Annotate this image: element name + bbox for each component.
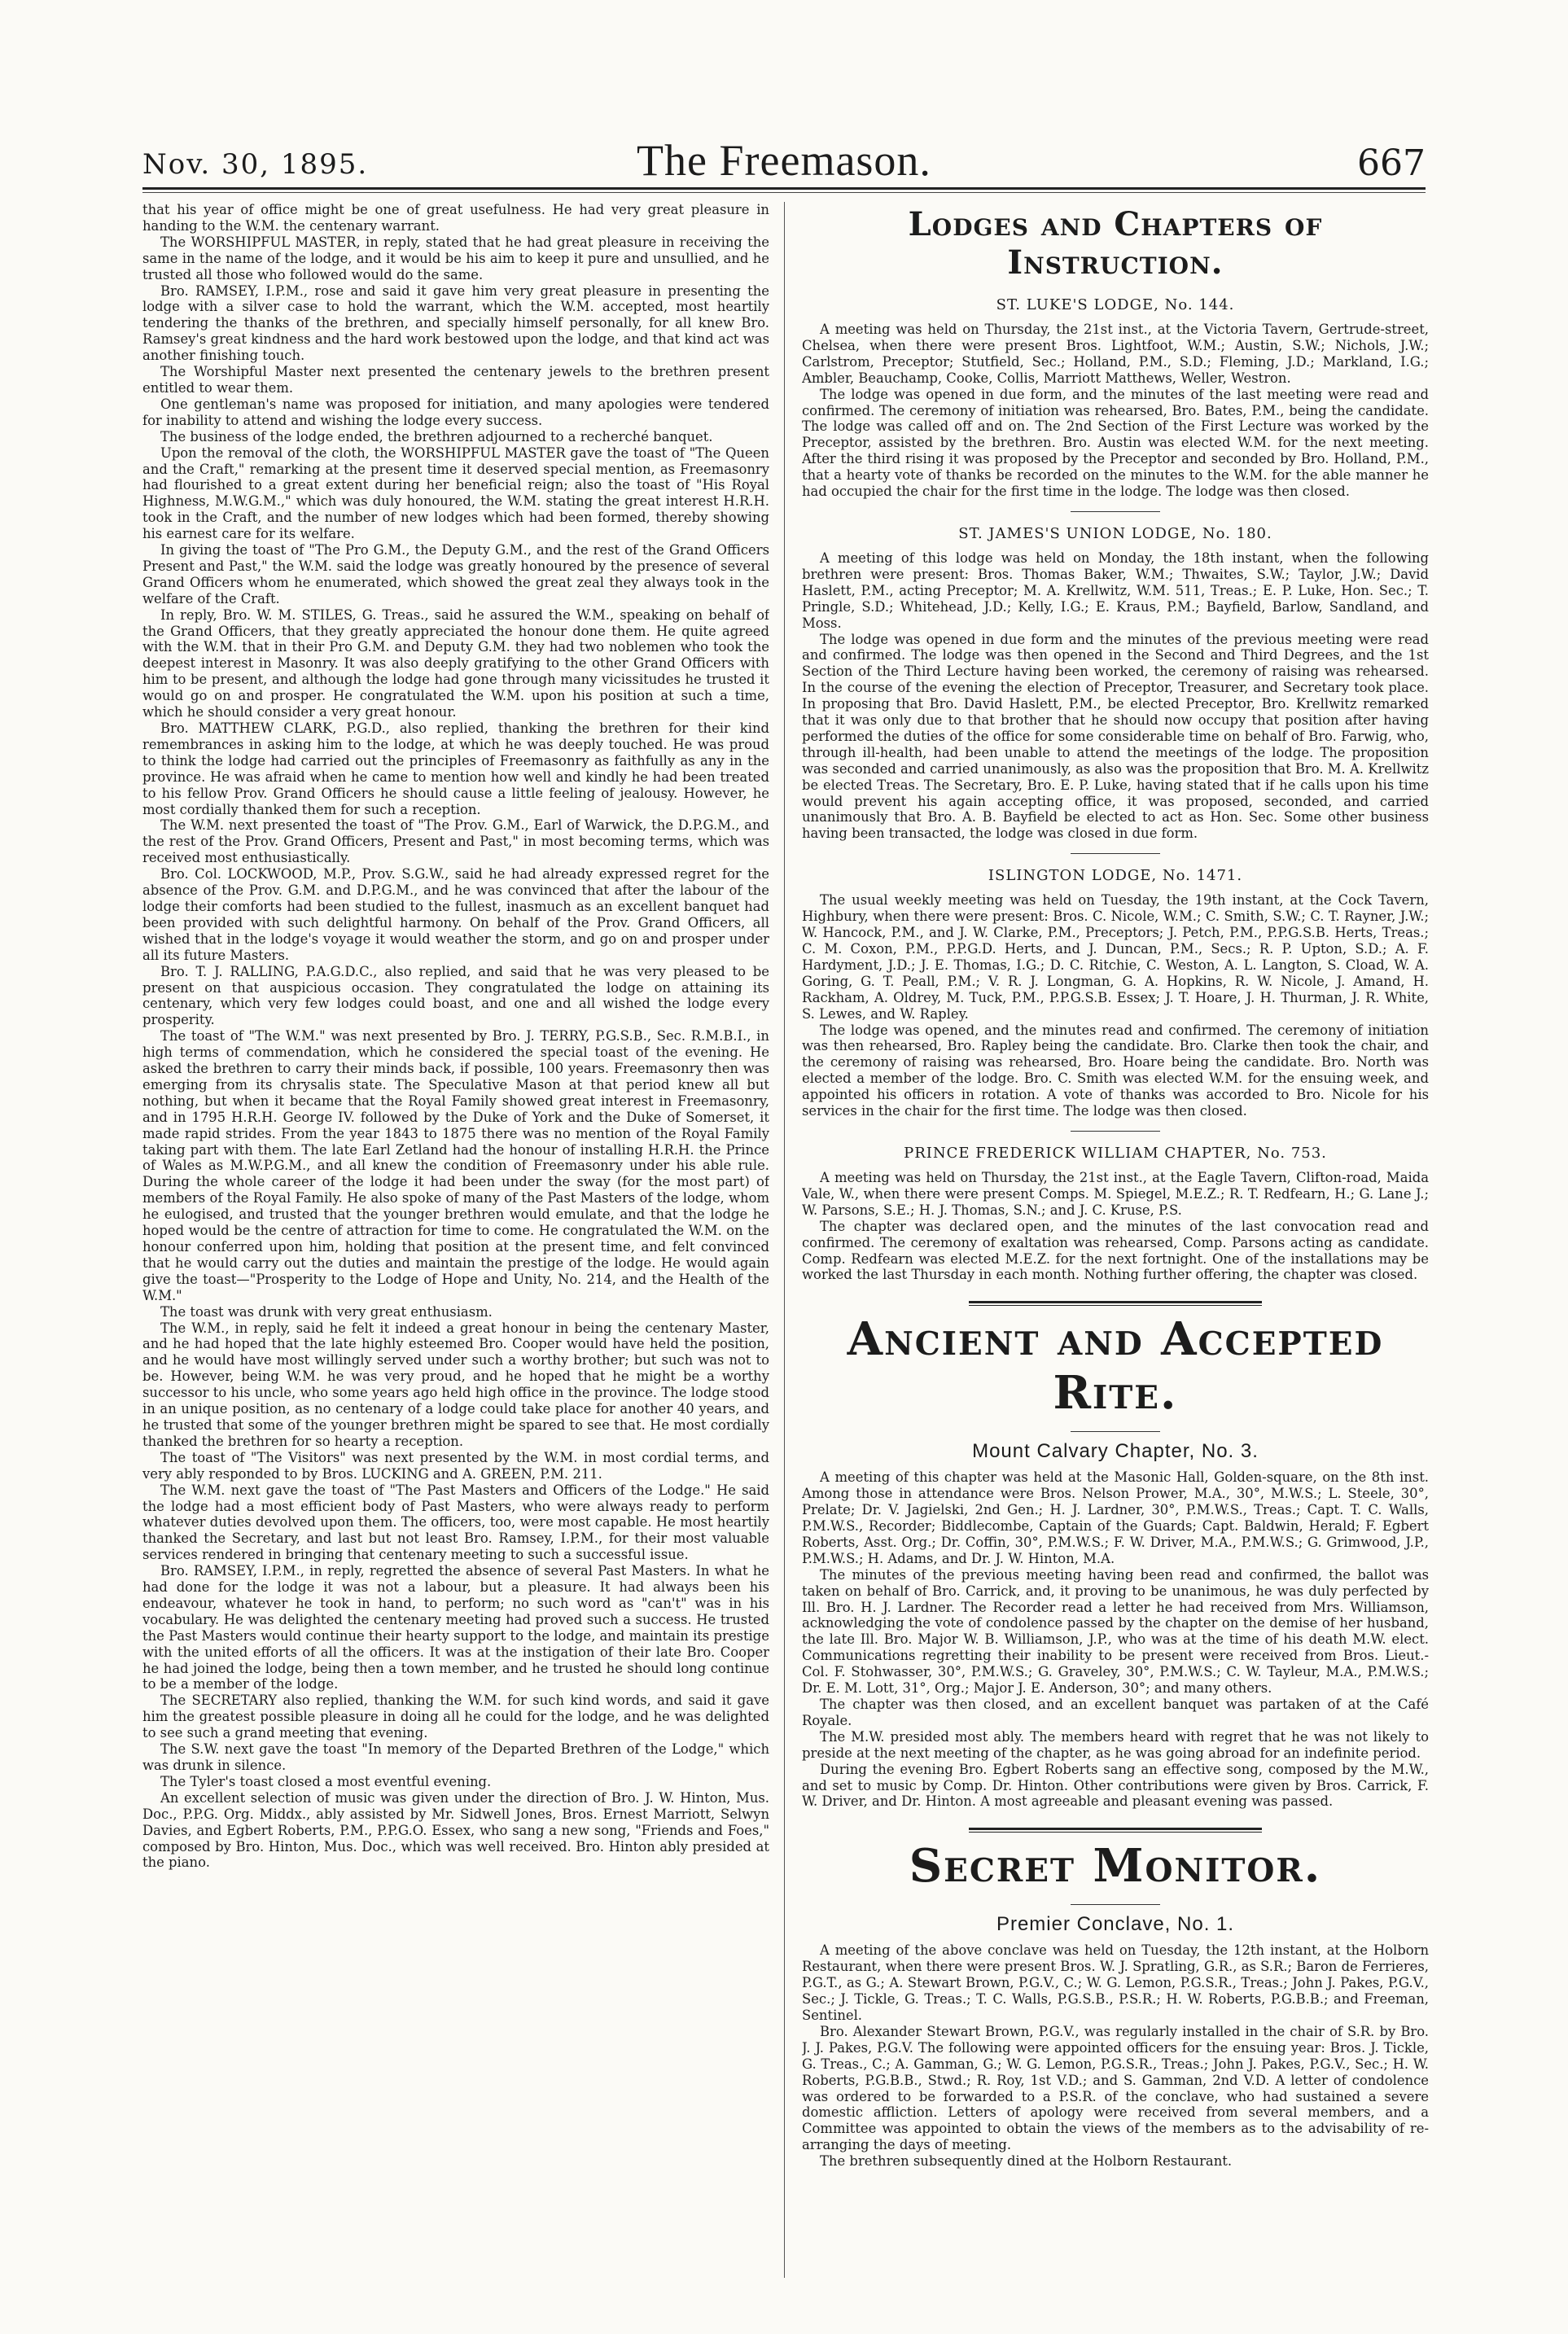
right-column	[802, 202, 1429, 2286]
left-paragraph: The S.W. next gave the toast "In memory of the Departed Brethren of the Lodge," which was drunk in silence.	[142, 1741, 769, 1773]
left-paragraph: The SECRETARY also replied, thanking the W.M. for such kind words, and said it gave him the greatest possible pleasure in doing all he could for the lodge, and he was delighted to see such a grand meeting that evening.	[142, 1692, 769, 1741]
section-divider	[969, 1305, 1262, 1306]
rite-paragraph: The minutes of the previous meeting having been read and confirmed, the ballot was taken on behalf of Bro. Carrick, and, it proving to be unanimous, he was duly perfected by Ill. Bro. H. J. Lardner. The Recorder read a letter he had received from Mrs. Williamson, acknowledging the vote of condolence passed by the chapter on the demise of her husband, the late Ill. Bro. Major W. B. Williamson, J.P., who was at the time of his death M.W. elect. Communications regretting their inability to be present were received from Bros. Lieut.-Col. F. Stohwasser, 30°, P.M.W.S.; G. Graveley, 30°, P.M.W.S.; C. W. Tayleur, M.A., P.M.W.S.; Dr. E. M. Lott, 31°, Org.; Major J. E. Anderson, 30°; and many others.	[802, 1566, 1429, 1697]
rite-paragraph: The chapter was then closed, and an excellent banquet was partaken of at the Café Royale.	[802, 1697, 1429, 1728]
lodge-paragraph: The lodge was opened, and the minutes read and confirmed. The ceremony of initiation was then rehearsed, Bro. Rapley being the candidate. Bro. Clarke then took the chair, and the ceremony of raising was rehearsed, Bro. Hoare being the candidate. Bro. North was elected a member of the lodge. Bro. C. Smith was elected W.M. for the ensuing week, and appointed his officers in rotation. A vote of thanks was accorded to Bro. Nicole for his services in the chair for the first time. The lodge was then closed.	[802, 1022, 1429, 1119]
left-paragraph: Bro. RAMSEY, I.P.M., in reply, regretted the absence of several Past Masters. In what he had done for the lodge it was not a labour, but a pleasure. It had always been his endeavour, whatever he took in hand, to perform; no such word as "can't" was in his vocabulary. He was delighted the centenary meeting had proved such a success. He trusted the Past Masters would continue their hearty support to the lodge, and maintain its prestige with the united efforts of all the officers. It was at the instigation of their late Bro. Cooper he had joined the lodge, being then a town member, and he trusted he should long continue to be a member of the lodge.	[142, 1563, 769, 1692]
rite-paragraph: The M.W. presided most ably. The members heard with regret that he was not likely to preside at the next meeting of the chapter, as he was going abroad for an indefinite period.	[802, 1728, 1429, 1761]
divider	[1071, 1431, 1160, 1432]
monitor-paragraph: A meeting of the above conclave was held on Tuesday, the 12th instant, at the Holborn Restaurant, when there were present Bros. W. J. Spratling, G.R., as S.R.; Baron de Ferrieres, P.G.T., as G.; A. Stewart Brown, P.G.V., C.; W. G. Lemon, P.G.S.R., Treas.; John J. Pakes, P.G.V., Sec.; J. Tickle, G. Treas.; T. C. Walls, P.G.S.B., P.S.R.; H. W. Roberts, P.G.B.B.; and Freeman, Sentinel.	[802, 1942, 1429, 2023]
left-paragraph: The W.M. next gave the toast of "The Past Masters and Officers of the Lodge." He said the lodge had a most efficient body of Past Masters, who were always ready to perform whatever duties devolved upon them. The officers, too, were most capable. He most heartily thanked the Secretary, and last but not least Bro. Ramsey, I.P.M., for their most valuable services rendered in bringing that centenary meeting to such a successful issue.	[142, 1482, 769, 1563]
conclave-subheading: Premier Conclave, No. 1.	[996, 1913, 1235, 1936]
divider	[1071, 1131, 1160, 1132]
left-paragraph: In giving the toast of "The Pro G.M., the Deputy G.M., and the rest of the Grand Officers Present and Past," the W.M. said the lodge was greatly honoured by the presence of several Grand Officers whom he enumerated, which showed the great zeal they always took in the welfare of the Craft.	[142, 542, 769, 606]
left-paragraph: The W.M. next presented the toast of "The Prov. G.M., Earl of Warwick, the D.P.G.M., and the rest of the Prov. Grand Officers, Present and Past," in most becoming terms, which was received most enthusiastically.	[142, 817, 769, 866]
section-heading-secret-monitor: Secret Monitor.	[909, 1839, 1322, 1894]
left-paragraph: The toast was drunk with very great enthusiasm.	[160, 1303, 493, 1320]
chapter-subheading: Mount Calvary Chapter, No. 3.	[972, 1440, 1259, 1463]
left-paragraph: An excellent selection of music was given under the direction of Bro. J. W. Hinton, Mus. Doc., P.P.G. Org. Middx., ably assisted by Mr. Sidwell Jones, Bros. Ernest Marriott, Selwyn Davies, and Egbert Roberts, P.M., P.P.G.O. Essex, who sang a new song, "Friends and Foes," composed by Bro. Hinton, Mus. Doc., which was well received. Bro. Hinton ably presided at the piano.	[142, 1789, 769, 1871]
lodge-paragraph: The chapter was declared open, and the minutes of the last convocation read and confirmed. The ceremony of exaltation was rehearsed, Comp. Parsons acting as candidate. Comp. Redfearn was elected M.E.Z. for the next fortnight. One of the installations may be worked the last Thursday in each month. Nothing further offering, the chapter was closed.	[802, 1218, 1429, 1283]
masthead-rule	[142, 192, 1426, 193]
left-column	[142, 202, 769, 2286]
left-paragraph: Bro. T. J. RALLING, P.A.G.D.C., also replied, and said that he was very pleased to be present on that auspicious occasion. They congratulated the lodge on attaining its centenary, which very few lodges could boast, and one and all wished the lodge every prosperity.	[142, 963, 769, 1028]
lodge-paragraph: A meeting was held on Thursday, the 21st inst., at the Eagle Tavern, Clifton-road, Maida Vale, W., when there were present Comps. M. Spiegel, M.E.Z.; R. T. Redfearn, H.; G. Lane J.; W. Parsons, S.E.; H. J. Thomas, S.N.; and J. C. Kruse, P.S.	[802, 1169, 1429, 1218]
lodge-paragraph: The usual weekly meeting was held on Tuesday, the 19th instant, at the Cock Tavern, Highbury, when there were present: Bros. C. Nicole, W.M.; C. Smith, S.W.; C. T. Rayner, J.W.; W. Hancock, P.M., and J. W. Clarke, P.M., Preceptors; J. Petch, P.M., P.P.G.S.B. Herts, Treas.; C. M. Coxon, P.M., P.P.G.D. Herts, and J. Duncan, P.M., Secs.; R. P. Upton, S.D.; A. F. Hardyment, J.D.; J. E. Thomas, I.G.; D. C. Ritchie, C. Weston, A. L. Langton, S. Cload, W. A. Goring, G. T. Peall, P.M.; V. R. J. Longman, G. A. Hopkins, R. W. Nicole, J. Amand, H. Rackham, A. Oldrey, M. Tuck, P.M., P.P.G.S.B. Essex; J. T. Hoare, J. H. Thurman, J. R. White, S. Lewes, and W. Rapley.	[802, 892, 1429, 1022]
monitor-paragraph: Bro. Alexander Stewart Brown, P.G.V., was regularly installed in the chair of S.R. by Bro. J. J. Pakes, P.G.V. The following were appointed officers for the ensuing year: Bros. J. Tickle, G. Treas., C.; A. Gamman, G.; W. G. Lemon, P.G.S.R., Treas.; John J. Pakes, P.G.V., Sec.; H. W. Roberts, P.G.B.B., Stwd.; R. Roy, 1st V.D.; and S. Gamman, 2nd V.D. A letter of condolence was ordered to be forwarded to a P.S.R. of the conclave, who had sustained a severe domestic affliction. Letters of apology were received from several members, and a Committee was appointed to obtain the views of the members as to the advisability of re-arranging the days of meeting.	[802, 2023, 1429, 2153]
lodge-paragraph: The lodge was opened in due form and the minutes of the previous meeting were read and confirmed. The lodge was then opened in the Second and Third Degrees, and the 1st Section of the Third Lecture having been worked, the ceremony of raising was rehearsed. In the course of the evening the election of Preceptor, Treasurer, and Secretary took place. In proposing that Bro. David Haslett, P.M., be elected Preceptor, Bro. Krellwitz remarked that it was only due to that brother that he should now occupy that position after having performed the duties of the office for some considerable time on behalf of Bro. Farwig, who, through ill-health, had been unable to attend the meetings of the lodge. The proposition was seconded and carried unanimously, as also was the proposition that Bro. M. A. Krellwitz be elected Treas. The Secretary, Bro. E. P. Luke, having stated that if he calls upon his time would prevent his again accepting office, it was proposed, seconded, and carried unanimously that Bro. A. B. Bayfield be elected to act as Hon. Sec. Some other business having been transacted, the lodge was closed in due form.	[802, 631, 1429, 842]
lodge-paragraph: A meeting was held on Thursday, the 21st inst., at the Victoria Tavern, Gertrude-street, Chelsea, when there were present Bros. Lightfoot, W.M.; Austin, S.W.; Nichols, J.W.; Carlstrom, Preceptor; Stutfield, Sec.; Holland, P.M., S.D.; Fleming, J.D.; Markland, I.G.; Ambler, Beauchamp, Cooke, Collis, Marriott Matthews, Weller, Westron.	[802, 322, 1429, 386]
left-paragraph: The Worshipful Master next presented the centenary jewels to the brethren present entitled to wear them.	[142, 364, 769, 396]
left-paragraph: that his year of office might be one of great usefulness. He had very great pleasure in handing to the W.M. the centenary warrant.	[142, 202, 769, 234]
left-paragraph: Upon the removal of the cloth, the WORSHIPFUL MASTER gave the toast of "The Queen and the Craft," remarking at the present time it deserved special mention, as Freemasonry had flourished to a great extent during her beneficial reign; also the toast of "His Royal Highness, M.W.G.M.," which was duly honoured, the W.M. stating the great interest H.R.H. took in the Craft, and the number of new lodges which had been formed, thereby showing his earnest care for its welfare.	[142, 444, 769, 542]
left-paragraph: Bro. Col. LOCKWOOD, M.P., Prov. S.G.W., said he had already expressed regret for the absence of the Prov. G.M. and D.P.G.M., and he was convinced that after the labour of the lodge their comforts had been studied to the fullest, inasmuch as an excellent banquet had been provided with such delightful harmony. On behalf of the Prov. Grand Officers, all wished that in the lodge's voyage it would weather the storm, and go on and prosper under all its future Masters.	[142, 866, 769, 963]
column-divider	[784, 202, 785, 2278]
section-heading-ancient-rite: Ancient and Accepted Rite.	[847, 1312, 1384, 1421]
left-paragraph: The W.M., in reply, said he felt it indeed a great honour in being the centenary Master, and he had hoped that the late highly esteemed Bro. Cooper would have held the position, and he would have most willingly served under such a worthy brother; but such was not to be. However, being W.M. he was very proud, and he hoped that he might be a worthy successor to his uncle, who some years ago held high office in the province. The lodge stood in an unique position, as no centenary of a lodge could take place for another 40 years, and he trusted that some of the younger brethren might be spared to see that. He most cordially thanked the brethren for so hearty a reception.	[142, 1320, 769, 1449]
divider	[1071, 1904, 1160, 1905]
lodge-heading: ISLINGTON LODGE, No. 1471.	[988, 867, 1243, 885]
rite-paragraph: A meeting of this chapter was held at the Masonic Hall, Golden-square, on the 8th inst. Among those in attendance were Bros. Nelson Prower, M.A., 30°, M.W.S.; L. Steele, 30°, Prelate; Dr. V. Jagielski, 2nd Gen.; H. J. Lardner, 30°, P.M.W.S., Treas.; Capt. T. C. Walls, P.M.W.S., Recorder; Biddlecombe, Captain of the Guards; Capt. Baldwin, Herald; F. Egbert Roberts, Asst. Org.; Dr. Coffin, 30°, P.M.W.S.; F. W. Driver, M.A., P.M.W.S.; G. Grimwood, J.P., P.M.W.S.; H. Adams, and Dr. J. W. Hinton, M.A.	[802, 1469, 1429, 1566]
divider	[1071, 511, 1160, 512]
newspaper-title: The Freemason.	[637, 136, 931, 185]
left-paragraph: The toast of "The W.M." was next presented by Bro. J. TERRY, P.G.S.B., Sec. R.M.B.I., in high terms of commendation, which he considered the special toast of the evening. He asked the brethren to carry their minds back, if possible, 100 years. Freemasonry then was emerging from its chrysalis state. The Speculative Mason at that period knew all but nothing, but when it became that the Royal Family showed great interest in Freemasonry, and in 1795 H.R.H. George IV. followed by the Duke of York and the Duke of Somerset, it made rapid strides. From the year 1843 to 1875 there was no mention of the Royal Family taking part with them. The late Earl Zetland had the honour of installing H.R.H. the Prince of Wales as M.W.P.G.M., and all knew the condition of Freemasonry under his able rule. During the whole career of the lodge it had been under the sway (for the most part) of members of the Royal Family. He also spoke of many of the Past Masters of the lodge, whom he eulogised, and trusted that the younger brethren would emulate, and that the lodge he hoped would be the centre of attraction for time to come. He congratulated the W.M. on the honour conferred upon him, holding that position at the present time, and felt convinced that he would carry out the duties and maintain the prestige of the lodge. He would again give the toast—"Prosperity to the Lodge of Hope and Unity, No. 214, and the Health of the W.M."	[142, 1028, 769, 1303]
section-divider	[969, 1832, 1262, 1833]
left-paragraph: In reply, Bro. W. M. STILES, G. Treas., said he assured the W.M., speaking on behalf of the Grand Officers, that they greatly appreciated the honour done them. He quite agreed with the W.M. that in their Pro G.M. and Deputy G.M. they had two noblemen who took the deepest interest in Masonry. It was also deeply gratifying to the other Grand Officers with him to be present, and although the lodge had gone through many vicissitudes he trusted it would go on and prosper. He congratulated the W.M. upon his position at such a time, which he should consider a very great honour.	[142, 606, 769, 720]
page-number: 667	[1357, 142, 1426, 184]
divider	[1071, 853, 1160, 854]
lodge-paragraph: A meeting of this lodge was held on Monday, the 18th instant, when the following brethren were present: Bros. Thomas Baker, W.M.; Thwaites, S.W.; Taylor, J.W.; David Haslett, P.M., acting Preceptor; M. A. Krellwitz, W.M. 511, Treas.; E. P. Luke, Hon. Sec.; T. Pringle, S.D.; Whitehead, J.D.; Kelly, I.G.; E. Kraus, P.M.; Bayfield, Barlow, Sandland, and Moss.	[802, 550, 1429, 631]
lodge-paragraph: The lodge was opened in due form, and the minutes of the last meeting were read and confirmed. The ceremony of initiation was rehearsed, Bro. Bates, P.M., being the candidate. The lodge was called off and on. The 2nd Section of the First Lecture was worked by the Preceptor, assisted by the brethren. Bro. Austin was elected W.M. for the next meeting. After the third rising it was proposed by the Preceptor and seconded by Bro. Holland, P.M., that a hearty vote of thanks be recorded on the minutes to the W.M. for the able manner he had occupied the chair for the first time in the lodge. The lodge was then closed.	[802, 386, 1429, 500]
issue-date: Nov. 30, 1895.	[142, 148, 369, 181]
section-heading-lodges: Lodges and Chapters of Instruction.	[908, 205, 1323, 282]
left-paragraph: The WORSHIPFUL MASTER, in reply, stated that he had great pleasure in receiving the same in the name of the lodge, and it would be his aim to keep it pure and unsullied, and he trusted all those who followed would do the same.	[142, 234, 769, 282]
lodge-heading: ST. LUKE'S LODGE, No. 144.	[996, 296, 1235, 313]
left-paragraph: One gentleman's name was proposed for initiation, and many apologies were tendered for inability to attend and wishing the lodge every success.	[142, 396, 769, 428]
left-paragraph: The Tyler's toast closed a most eventful evening.	[160, 1773, 492, 1789]
left-paragraph: The business of the lodge ended, the brethren adjourned to a recherché banquet.	[160, 428, 713, 444]
section-divider	[969, 1828, 1262, 1830]
left-paragraph: Bro. MATTHEW CLARK, P.G.D., also replied, thanking the brethren for their kind remembrances in asking him to the lodge, at which he was deeply touched. He was proud to think the lodge had carried out the principles of Freemasonry as faithfully as any in the province. He was afraid when he came to mention how well and kindly he had been treated to his fellow Prov. Grand Officers he should cause a little feeling of jealousy. However, he most cordially thanked them for such a reception.	[142, 720, 769, 817]
masthead	[142, 122, 1426, 190]
lodge-heading: PRINCE FREDERICK WILLIAM CHAPTER, No. 753.	[904, 1144, 1327, 1162]
left-paragraph: Bro. RAMSEY, I.P.M., rose and said it gave him very great pleasure in presenting the lodge with a silver case to hold the warrant, which the W.M. accepted, most heartily tendering the thanks of the brethren, and specially himself personally, for all knew Bro. Ramsey's great kindness and the hard work bestowed upon the lodge, and that kind act was another finishing touch.	[142, 282, 769, 364]
section-divider	[969, 1301, 1262, 1303]
rite-paragraph: During the evening Bro. Egbert Roberts sang an effective song, composed by the M.W., and set to music by Comp. Dr. Hinton. Other contributions were given by Bros. Carrick, F. W. Driver, and Dr. Hinton. A most agreeable and pleasant evening was passed.	[802, 1761, 1429, 1810]
left-paragraph: The toast of "The Visitors" was next presented by the W.M. in most cordial terms, and very ably responded to by Bros. LUCKING and A. GREEN, P.M. 211.	[142, 1449, 769, 1482]
lodge-heading: ST. JAMES'S UNION LODGE, No. 180.	[958, 524, 1272, 542]
monitor-paragraph: The brethren subsequently dined at the Holborn Restaurant.	[820, 2153, 1233, 2170]
